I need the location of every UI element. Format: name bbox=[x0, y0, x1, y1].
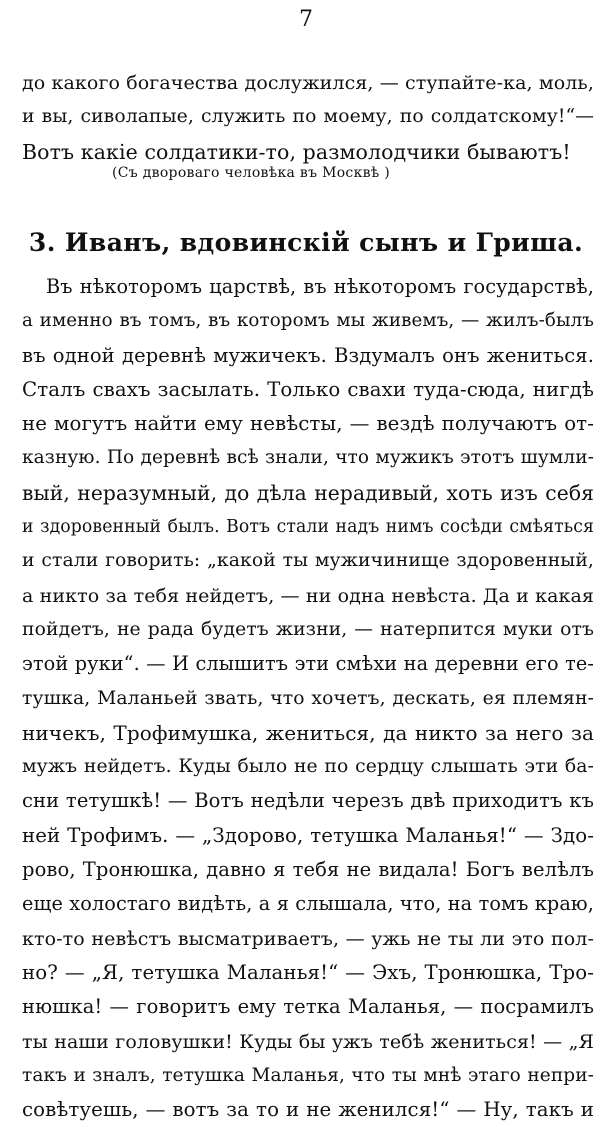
text-line: и стали говорить: „какой ты мужичинище здоровенный, bbox=[22, 550, 594, 572]
body-paragraph bbox=[22, 270, 594, 1127]
text-line: мужъ нейдетъ. Куды было не по сердцу слышать эти ба- bbox=[22, 756, 594, 778]
text-line: и здоровенный былъ. Вотъ стали надъ нимъ сосѣди смѣяться bbox=[22, 517, 594, 538]
text-line: но? — „Я, тетушка Маланья!“ — Эхъ, Тронюшка, Тро- bbox=[22, 960, 594, 984]
text-line: тушка, Маланьей звать, что хочетъ, дескать, ея племян- bbox=[22, 687, 594, 709]
text-line: въ одной деревнѣ мужичекъ. Вздумалъ онъ жениться. bbox=[22, 343, 594, 367]
text-line: до какого богачества дослужился, — ступайте-ка, моль, bbox=[22, 72, 594, 94]
text-line: еще холостаго видѣть, а я слышала, что, на томъ краю, bbox=[22, 892, 594, 916]
text-line: этой руки“. — И слышитъ эти смѣхи на деревни его те- bbox=[22, 652, 594, 676]
text-line: нюшка! — говоритъ ему тетка Маланья, — посрамилъ bbox=[22, 995, 594, 1019]
text-line: Сталъ свахъ засылать. Только свахи туда-сюда, нигдѣ bbox=[22, 377, 594, 401]
text-line: ничекъ, Трофимушка, жениться, да никто за него за bbox=[22, 720, 594, 745]
text-line: ты наши головушки! Куды бы ужъ тебѣ жениться! — „Я bbox=[22, 1030, 594, 1053]
text-line: ней Трофимъ. — „Здорово, тетушка Маланья!“ — Здо- bbox=[22, 823, 594, 847]
text-line: а никто за тебя нейдетъ, — ни одна невѣста. Да и какая bbox=[22, 584, 594, 607]
text-line: Въ нѣкоторомъ царствѣ, въ нѣкоторомъ государствѣ, bbox=[46, 275, 594, 298]
intro-paragraph bbox=[22, 66, 594, 169]
text-line: вый, неразумный, до дѣла нерадивый, хоть изъ себя bbox=[22, 480, 594, 505]
text-line: казную. По деревнѣ всѣ знали, что мужикъ этотъ шумли- bbox=[22, 447, 594, 469]
text-line: Вотъ какіе солдатики-то, размолодчики бываютъ! bbox=[22, 139, 571, 164]
text-line: а именно въ томъ, въ которомъ мы живемъ, — жилъ-былъ bbox=[22, 310, 594, 332]
source-note: (Съ двороваго человѣка въ Москвѣ ) bbox=[112, 165, 391, 181]
text-line: совѣтуешь, — вотъ за то и не женился!“ — Ну, такъ и bbox=[22, 1098, 594, 1122]
text-line: такъ и зналъ, тетушка Маланья, что ты мнѣ этаго непри- bbox=[22, 1064, 594, 1086]
text-line: рово, Тронюшка, давно я тебя не видала! Богъ велѣлъ bbox=[22, 858, 594, 882]
text-line: сни тетушкѣ! — Вотъ недѣли черезъ двѣ приходитъ къ bbox=[22, 789, 594, 813]
text-line: не могутъ найти ему невѣсты, — вездѣ получаютъ от- bbox=[22, 412, 594, 436]
chapter-title: 3. Иванъ, вдовинскій сынъ и Гриша. bbox=[28, 228, 584, 257]
page-number: 7 bbox=[299, 7, 313, 32]
text-line: и вы, сиволапые, служить по моему, по солдатскому!“— bbox=[22, 106, 594, 128]
text-line: пойдетъ, не рада будетъ жизни, — натерпится муки отъ bbox=[22, 618, 594, 640]
text-line: кто-то невѣстъ высматриваетъ, — ужь не ты ли это пол- bbox=[22, 927, 594, 950]
